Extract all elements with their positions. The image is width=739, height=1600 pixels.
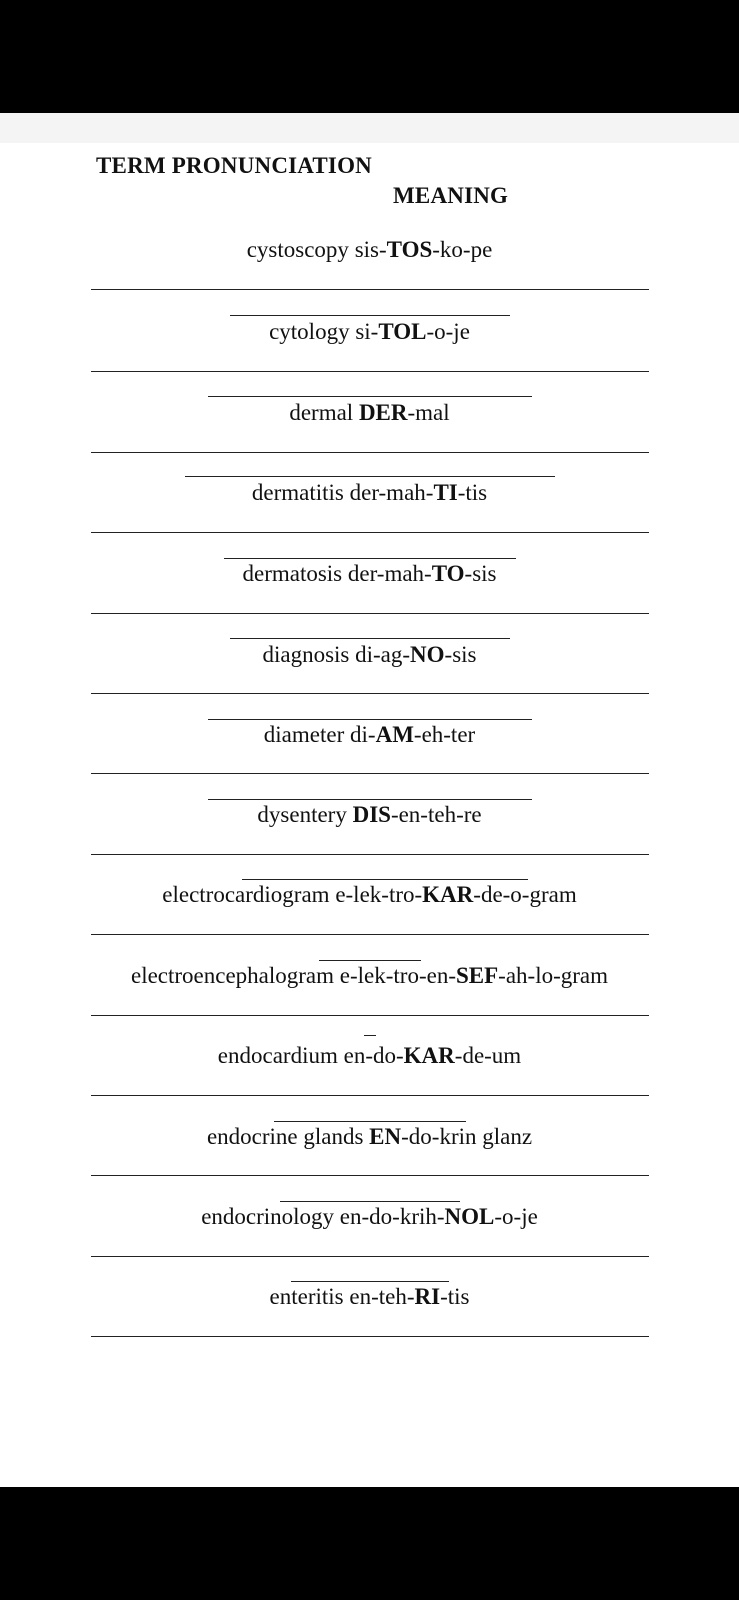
header-term-pronunciation: TERM PRONUNCIATION — [96, 153, 372, 178]
pronunciation-pre: en-do- — [343, 1043, 404, 1068]
term-word: diagnosis — [262, 642, 350, 667]
meaning-answer-line[interactable] — [91, 773, 649, 774]
pronunciation-stress: DIS — [352, 802, 391, 827]
pronunciation-post: -ko-pe — [432, 237, 493, 262]
pronunciation-stress: KAR — [403, 1043, 455, 1068]
pronunciation-post: -tis — [440, 1284, 470, 1309]
meaning-answer-line[interactable] — [91, 613, 649, 614]
top-band — [0, 113, 739, 143]
term-row — [0, 1283, 739, 1311]
pronunciation-post: -tis — [457, 480, 488, 505]
pronunciation-pre: der-mah- — [347, 561, 432, 586]
answer-line-short — [208, 396, 532, 397]
pronunciation-post: -sis — [464, 561, 497, 586]
pronunciation-pre: e-lek-tro-en- — [339, 963, 456, 988]
pronunciation-stress: DER — [358, 400, 408, 425]
worksheet-page — [0, 113, 739, 1487]
meaning-answer-line[interactable] — [91, 1175, 649, 1176]
answer-line-short — [230, 315, 510, 316]
pronunciation-stress: SEF — [455, 963, 499, 988]
meaning-answer-line[interactable] — [91, 1256, 649, 1257]
term-row — [0, 801, 739, 829]
term-word: cytology — [269, 319, 350, 344]
meaning-answer-line[interactable] — [91, 452, 649, 453]
pronunciation-pre: si- — [355, 319, 379, 344]
meaning-answer-line[interactable] — [91, 289, 649, 290]
term-word: electroencephalogram — [130, 963, 335, 988]
answer-line-short — [274, 1121, 466, 1122]
term-row — [0, 1123, 739, 1151]
pronunciation-post: -do-krin glanz — [401, 1124, 533, 1149]
term-word: dysentery — [257, 802, 347, 827]
answer-line-short — [208, 799, 532, 800]
term-row — [0, 962, 739, 990]
pronunciation-post: -eh-ter — [413, 722, 476, 747]
term-row — [0, 721, 739, 749]
pronunciation-post: -ah-lo-gram — [498, 963, 609, 988]
pronunciation-stress: TOS — [386, 237, 433, 262]
pronunciation-post: -sis — [444, 642, 477, 667]
pronunciation-post: -o-je — [494, 1204, 538, 1229]
pronunciation-post: -mal — [407, 400, 450, 425]
term-row — [0, 641, 739, 669]
pronunciation-stress: EN — [369, 1124, 402, 1149]
pronunciation-stress: NO — [410, 642, 445, 667]
meaning-answer-line[interactable] — [91, 934, 649, 935]
pronunciation-stress: NOL — [444, 1204, 495, 1229]
pronunciation-stress: RI — [414, 1284, 441, 1309]
answer-line-short — [185, 476, 555, 477]
term-row — [0, 1042, 739, 1070]
pronunciation-stress: TO — [431, 561, 465, 586]
term-word: electrocardiogram — [162, 882, 330, 907]
pronunciation-pre: sis- — [354, 237, 387, 262]
pronunciation-post: -de-um — [454, 1043, 522, 1068]
term-word: enteritis — [269, 1284, 344, 1309]
pronunciation-pre: en-teh- — [349, 1284, 415, 1309]
term-row — [0, 399, 739, 427]
term-row — [0, 236, 739, 264]
term-row — [0, 479, 739, 507]
meaning-answer-line[interactable] — [91, 1015, 649, 1016]
pronunciation-pre: di-ag- — [355, 642, 411, 667]
answer-line-short — [364, 1035, 376, 1036]
term-word: diameter — [263, 722, 345, 747]
answer-line-short — [208, 719, 532, 720]
answer-line-short — [280, 1201, 460, 1202]
term-word: endocardium — [217, 1043, 338, 1068]
meaning-answer-line[interactable] — [91, 693, 649, 694]
term-row — [0, 560, 739, 588]
meaning-answer-line[interactable] — [91, 1095, 649, 1096]
answer-line-short — [230, 638, 510, 639]
pronunciation-stress: TI — [433, 480, 458, 505]
pronunciation-stress: AM — [375, 722, 414, 747]
term-word: dermatosis — [242, 561, 343, 586]
term-word: dermatitis — [251, 480, 344, 505]
meaning-answer-line[interactable] — [91, 532, 649, 533]
term-word: endocrine glands — [206, 1124, 364, 1149]
pronunciation-post: -en-teh-re — [390, 802, 482, 827]
meaning-answer-line[interactable] — [91, 1336, 649, 1337]
meaning-answer-line[interactable] — [91, 854, 649, 855]
pronunciation-stress: KAR — [422, 882, 474, 907]
meaning-answer-line[interactable] — [91, 371, 649, 372]
term-word: endocrinology — [201, 1204, 335, 1229]
answer-line-short — [319, 960, 421, 961]
header-meaning: MEANING — [393, 183, 509, 208]
answer-line-short — [242, 879, 528, 880]
answer-line-short — [224, 558, 516, 559]
term-row — [0, 881, 739, 909]
term-word: cystoscopy — [246, 237, 349, 262]
pronunciation-pre: di- — [350, 722, 376, 747]
term-row — [0, 1203, 739, 1231]
answer-line-short — [291, 1281, 449, 1282]
pronunciation-pre: e-lek-tro- — [335, 882, 423, 907]
pronunciation-pre: en-do-krih- — [339, 1204, 445, 1229]
pronunciation-stress: TOL — [378, 319, 427, 344]
pronunciation-post: -de-o-gram — [473, 882, 577, 907]
pronunciation-pre: der-mah- — [349, 480, 434, 505]
term-row — [0, 318, 739, 346]
term-word: dermal — [289, 400, 354, 425]
pronunciation-post: -o-je — [426, 319, 470, 344]
